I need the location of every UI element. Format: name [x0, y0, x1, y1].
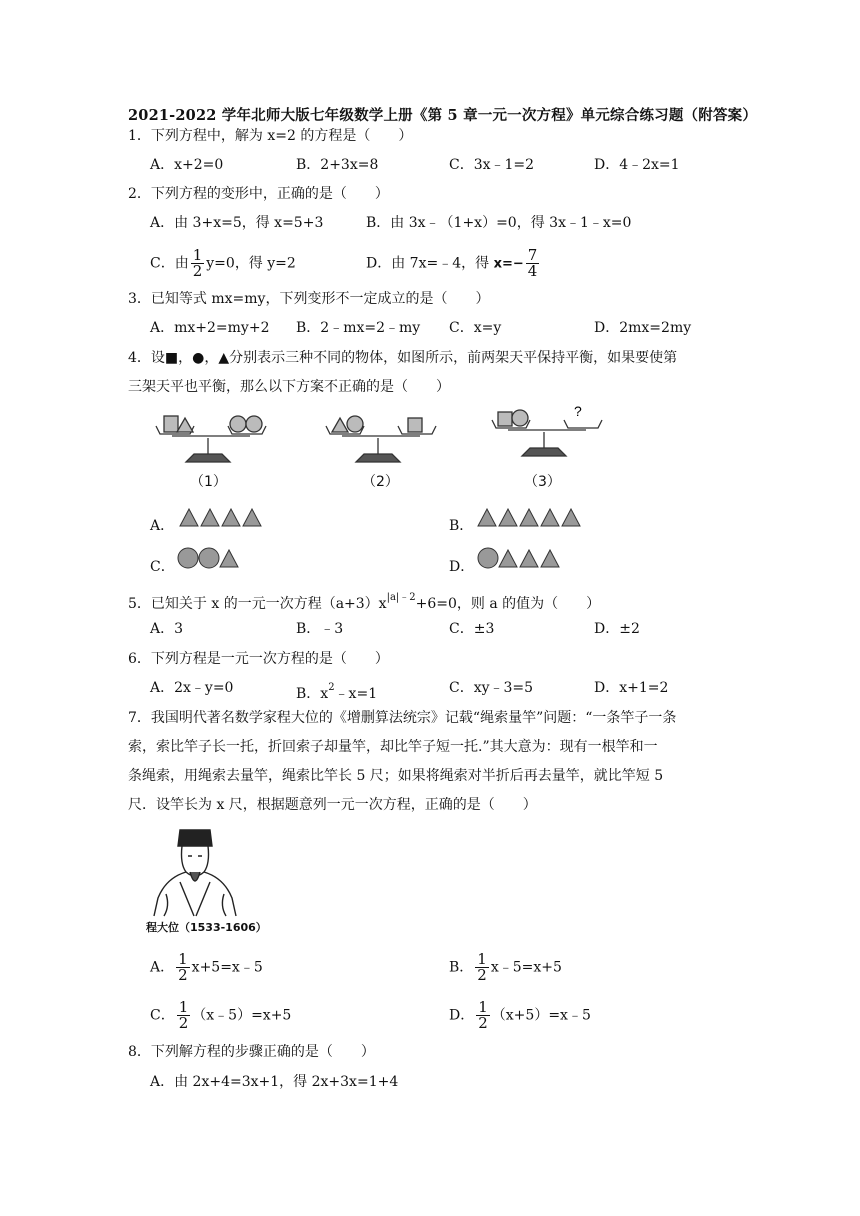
q2-c-prefix: C．由: [150, 255, 189, 272]
q3-option-b: B．2﹣mx=2﹣my: [296, 320, 421, 336]
q5-option-b: B．﹣3: [296, 621, 344, 637]
q5-option-d: D．±2: [594, 621, 640, 637]
q3-option-d: D．2mx=2my: [594, 320, 692, 336]
q7-c-fraction: [177, 1000, 191, 1031]
scale-2-caption: （2）: [362, 474, 399, 490]
question-1-stem: 1．下列方程中，解为 x=2 的方程是（ ）: [128, 128, 413, 144]
q7-c-label: C．: [150, 1007, 175, 1024]
q5-option-c: C．±3: [449, 621, 495, 637]
q3-option-c: C．x=y: [449, 320, 502, 336]
q1-option-d: D．4﹣2x=1: [594, 157, 680, 173]
question-4-stem-line2: 三架天平也平衡，那么以下方案不正确的是（ ）: [128, 379, 450, 395]
q4-option-d-shapes: [476, 546, 566, 570]
cheng-dawei-portrait: [150, 826, 240, 920]
q4-option-b-label: B．: [449, 518, 474, 534]
q7-d-frac-den: 2: [478, 1014, 488, 1032]
q7-option-b: [449, 952, 562, 983]
q7-d-expr: （x+5）=x﹣5: [491, 1007, 591, 1024]
q4-option-c-shapes: [176, 546, 246, 570]
question-7-line2: 索，索比竿子长一托，折回索子却量竿，却比竿子短一托.”其大意为：现有一根竿和一: [128, 739, 658, 755]
question-8-stem: 8．下列解方程的步骤正确的是（ ）: [128, 1044, 375, 1060]
q7-b-expr: x﹣5=x+5: [490, 959, 562, 976]
question-3-stem: 3．已知等式 mx=my，下列变形不一定成立的是（ ）: [128, 291, 490, 307]
question-4-stem-line1: 4．设■，●，▲分别表示三种不同的物体，如图所示，前两架天平保持平衡，如果要使第: [128, 350, 678, 366]
q7-d-label: D．: [449, 1007, 475, 1024]
question-7-line4: 尺．设竿长为 x 尺，根据题意列一元一次方程，正确的是（ ）: [128, 797, 537, 813]
q7-a-frac-den: 2: [178, 966, 188, 984]
q7-c-frac-den: 2: [178, 1014, 189, 1032]
q6-b-exponent: 2: [328, 682, 335, 693]
q7-a-expr: x+5=x﹣5: [191, 959, 263, 976]
q1-option-c: C．3x﹣1=2: [449, 157, 535, 173]
q7-option-c: [150, 1000, 291, 1031]
q2-option-d: [366, 248, 541, 279]
q4-option-c-label: C．: [150, 559, 175, 575]
question-6-stem: 6．下列方程是一元一次方程的是（ ）: [128, 651, 389, 667]
scale-1-caption: （1）: [190, 474, 227, 490]
q7-b-frac-num: 1: [477, 950, 487, 968]
q3-option-a: A．mx+2=my+2: [150, 320, 270, 336]
q2-d-x: x=−: [493, 256, 524, 272]
scale-3-caption: （3）: [524, 474, 561, 490]
q2-c-frac-den: 2: [192, 262, 203, 280]
q2-d-frac-num: 7: [527, 246, 538, 264]
q2-d-fraction: [526, 248, 540, 279]
q6-option-a: A．2x﹣y=0: [150, 680, 234, 696]
q1-option-a: A．x+2=0: [150, 157, 224, 173]
q7-d-frac-num: 1: [478, 998, 488, 1016]
q2-c-frac-num: 1: [192, 246, 203, 264]
q8-option-a: A．由 2x+4=3x+1，得 2x+3x=1+4: [150, 1074, 399, 1090]
q2-option-b: B．由 3x﹣（1+x）=0，得 3x﹣1﹣x=0: [366, 215, 632, 231]
q4-option-a-shapes: [178, 506, 268, 528]
portrait-caption: 程大位（1533-1606）: [146, 921, 267, 934]
q4-option-a-label: A．: [150, 518, 175, 534]
question-2-stem: 2．下列方程的变形中，正确的是（ ）: [128, 186, 389, 202]
q7-option-a: [150, 952, 263, 983]
q7-b-label: B．: [449, 959, 474, 976]
q7-a-frac-num: 1: [178, 950, 188, 968]
q7-a-label: A．: [150, 959, 175, 976]
q6-option-b: [296, 678, 377, 704]
q5-exponent: |a|﹣2: [386, 592, 416, 603]
q2-option-c: [150, 248, 296, 279]
q6-b-pre: B．x: [296, 686, 329, 702]
question-mark-label: ?: [574, 403, 582, 419]
q7-c-expr: （x﹣5）=x+5: [192, 1007, 292, 1024]
q5-option-a: A．3: [150, 621, 184, 637]
q6-option-d: D．x+1=2: [594, 680, 669, 696]
q2-c-fraction: [191, 248, 205, 279]
q5-stem-pre: 5．已知关于 x 的一元一次方程（a+3）x: [128, 596, 387, 612]
balance-scale-2: [326, 416, 436, 462]
q7-b-frac-den: 2: [477, 966, 487, 984]
q1-option-b: B．2+3x=8: [296, 157, 379, 173]
q7-option-d: [449, 1000, 591, 1031]
q2-d-frac-den: 4: [527, 262, 538, 280]
q7-c-frac-num: 1: [178, 998, 189, 1016]
q4-option-d-label: D．: [449, 559, 475, 575]
balance-scale-1: [156, 416, 266, 462]
q5-stem-post: +6=0，则 a 的值为（ ）: [415, 596, 601, 612]
q7-b-fraction: [475, 952, 489, 983]
balance-scale-3: [492, 410, 602, 456]
document-title: 2021-2022 学年北师大版七年级数学上册《第 5 章一元一次方程》单元综合练习题（附答案）: [128, 107, 758, 124]
question-5-stem: [128, 588, 600, 614]
q7-d-fraction: [476, 1000, 490, 1031]
q2-c-suffix: y=0，得 y=2: [206, 255, 296, 272]
q2-d-prefix: D．由 7x=﹣4，得: [366, 255, 490, 272]
q4-option-b-shapes: [476, 506, 588, 528]
q2-option-a: A．由 3+x=5，得 x=5+3: [150, 215, 324, 231]
q7-a-fraction: [176, 952, 190, 983]
q6-b-post: ﹣x=1: [334, 686, 378, 702]
q6-option-c: C．xy﹣3=5: [449, 680, 534, 696]
question-7-line1: 7．我国明代著名数学家程大位的《增删算法统宗》记载“绳索量竿”问题：“一条竿子一条: [128, 710, 677, 726]
question-7-line3: 条绳索，用绳索去量竿，绳索比竿长 5 尺；如果将绳索对半折后再去量竿，就比竿短 5: [128, 768, 664, 784]
